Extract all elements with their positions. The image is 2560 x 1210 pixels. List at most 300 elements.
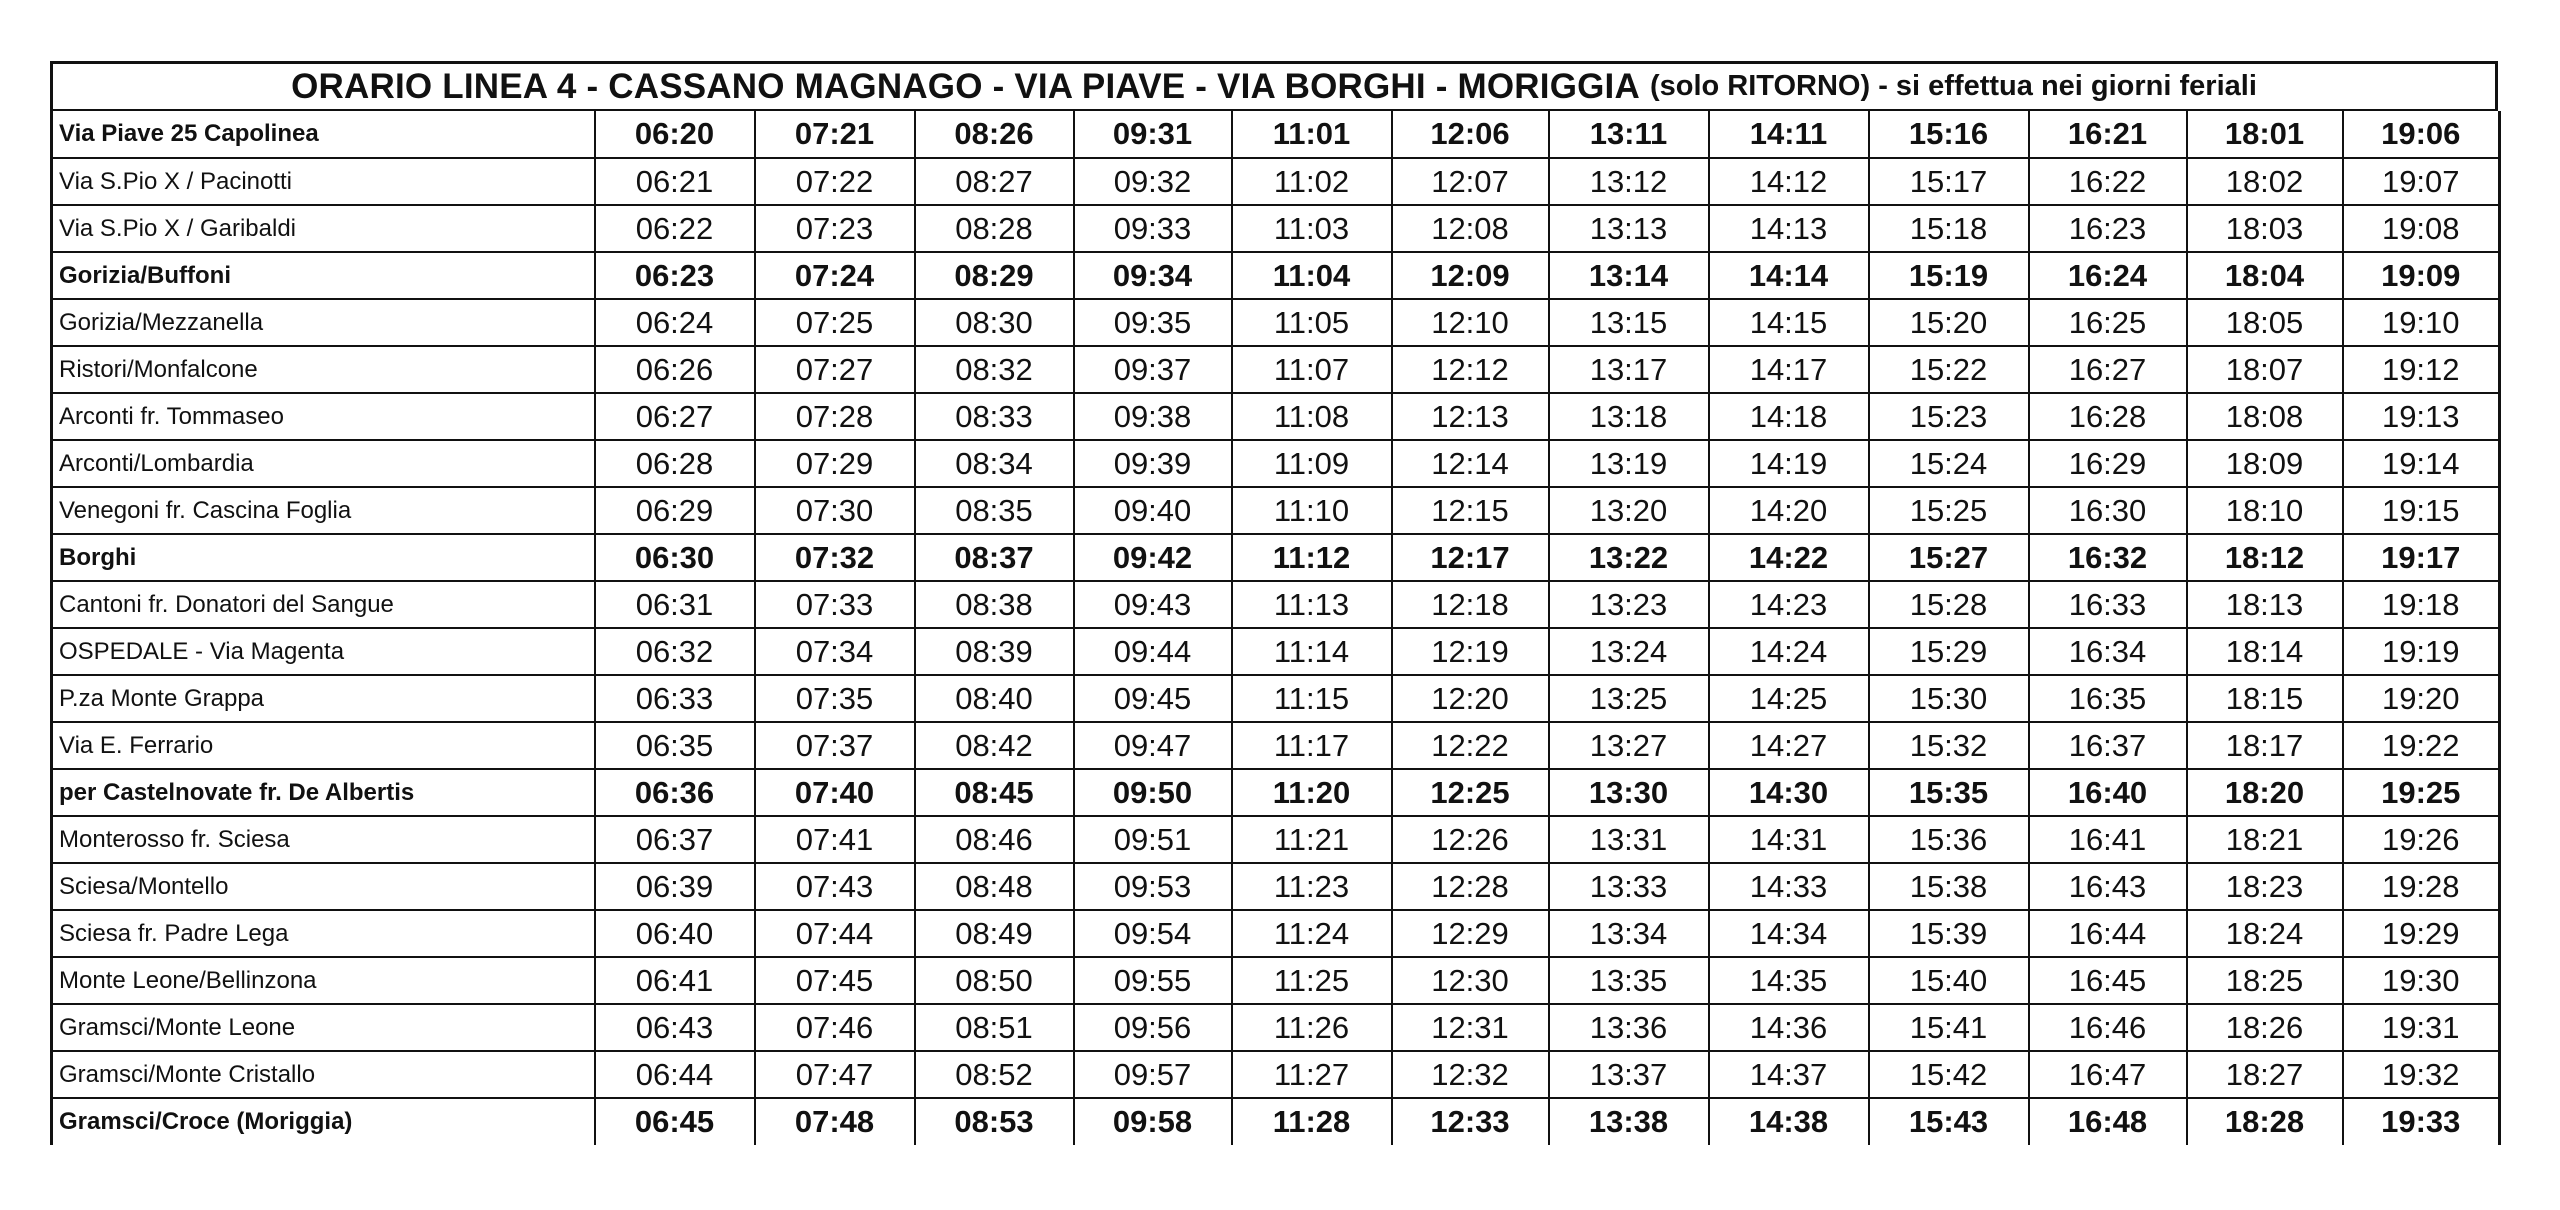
departure-time: 06:37 (595, 816, 755, 863)
departure-time: 07:45 (755, 957, 915, 1004)
departure-time: 09:44 (1074, 628, 1232, 675)
departure-time: 13:30 (1549, 769, 1709, 816)
stop-name: Gorizia/Mezzanella (52, 299, 595, 346)
departure-time: 09:51 (1074, 816, 1232, 863)
departure-time: 19:15 (2343, 487, 2500, 534)
departure-time: 12:08 (1392, 205, 1549, 252)
departure-time: 15:40 (1869, 957, 2029, 1004)
departure-time: 07:25 (755, 299, 915, 346)
departure-time: 09:53 (1074, 863, 1232, 910)
departure-time: 13:22 (1549, 534, 1709, 581)
departure-time: 14:36 (1709, 1004, 1869, 1051)
stop-name: Via Piave 25 Capolinea (52, 111, 595, 158)
stop-name: Via S.Pio X / Pacinotti (52, 158, 595, 205)
departure-time: 06:20 (595, 111, 755, 158)
departure-time: 08:27 (915, 158, 1074, 205)
departure-time: 13:20 (1549, 487, 1709, 534)
departure-time: 12:18 (1392, 581, 1549, 628)
departure-time: 16:24 (2029, 252, 2187, 299)
departure-time: 11:20 (1232, 769, 1392, 816)
departure-time: 07:28 (755, 393, 915, 440)
table-row (52, 393, 2500, 440)
departure-time: 11:08 (1232, 393, 1392, 440)
departure-time: 12:13 (1392, 393, 1549, 440)
departure-time: 15:19 (1869, 252, 2029, 299)
departure-time: 15:17 (1869, 158, 2029, 205)
departure-time: 12:15 (1392, 487, 1549, 534)
schedule-table (50, 111, 2501, 1145)
stop-name: Arconti fr. Tommaseo (52, 393, 595, 440)
departure-time: 11:12 (1232, 534, 1392, 581)
departure-time: 15:16 (1869, 111, 2029, 158)
departure-time: 13:38 (1549, 1098, 1709, 1145)
departure-time: 11:15 (1232, 675, 1392, 722)
table-row (52, 346, 2500, 393)
departure-time: 11:07 (1232, 346, 1392, 393)
departure-time: 15:27 (1869, 534, 2029, 581)
departure-time: 09:54 (1074, 910, 1232, 957)
departure-time: 08:42 (915, 722, 1074, 769)
departure-time: 18:08 (2187, 393, 2343, 440)
departure-time: 11:27 (1232, 1051, 1392, 1098)
departure-time: 13:11 (1549, 111, 1709, 158)
stop-name: OSPEDALE - Via Magenta (52, 628, 595, 675)
departure-time: 19:26 (2343, 816, 2500, 863)
departure-time: 06:28 (595, 440, 755, 487)
stop-name: Gramsci/Croce (Moriggia) (52, 1098, 595, 1145)
departure-time: 14:33 (1709, 863, 1869, 910)
departure-time: 13:13 (1549, 205, 1709, 252)
departure-time: 09:42 (1074, 534, 1232, 581)
departure-time: 14:24 (1709, 628, 1869, 675)
table-row (52, 675, 2500, 722)
departure-time: 16:22 (2029, 158, 2187, 205)
departure-time: 06:39 (595, 863, 755, 910)
departure-time: 07:22 (755, 158, 915, 205)
departure-time: 07:33 (755, 581, 915, 628)
departure-time: 18:20 (2187, 769, 2343, 816)
departure-time: 15:23 (1869, 393, 2029, 440)
departure-time: 06:44 (595, 1051, 755, 1098)
departure-time: 13:12 (1549, 158, 1709, 205)
departure-time: 16:45 (2029, 957, 2187, 1004)
departure-time: 16:21 (2029, 111, 2187, 158)
departure-time: 15:35 (1869, 769, 2029, 816)
departure-time: 15:38 (1869, 863, 2029, 910)
departure-time: 14:38 (1709, 1098, 1869, 1145)
departure-time: 14:22 (1709, 534, 1869, 581)
departure-time: 18:28 (2187, 1098, 2343, 1145)
departure-time: 11:04 (1232, 252, 1392, 299)
table-row (52, 158, 2500, 205)
departure-time: 12:20 (1392, 675, 1549, 722)
departure-time: 09:55 (1074, 957, 1232, 1004)
table-row (52, 1004, 2500, 1051)
departure-time: 07:34 (755, 628, 915, 675)
departure-time: 18:26 (2187, 1004, 2343, 1051)
stop-name: Monte Leone/Bellinzona (52, 957, 595, 1004)
departure-time: 16:37 (2029, 722, 2187, 769)
stop-name: per Castelnovate fr. De Albertis (52, 769, 595, 816)
departure-time: 11:10 (1232, 487, 1392, 534)
departure-time: 06:33 (595, 675, 755, 722)
departure-time: 07:40 (755, 769, 915, 816)
departure-time: 12:10 (1392, 299, 1549, 346)
departure-time: 12:30 (1392, 957, 1549, 1004)
departure-time: 06:31 (595, 581, 755, 628)
departure-time: 11:26 (1232, 1004, 1392, 1051)
title-main: ORARIO LINEA 4 - CASSANO MAGNAGO - VIA PIAVE - VIA BORGHI - MORIGGIA (291, 66, 1640, 106)
departure-time: 14:19 (1709, 440, 1869, 487)
departure-time: 09:39 (1074, 440, 1232, 487)
departure-time: 18:15 (2187, 675, 2343, 722)
departure-time: 06:43 (595, 1004, 755, 1051)
departure-time: 18:24 (2187, 910, 2343, 957)
departure-time: 12:09 (1392, 252, 1549, 299)
departure-time: 13:19 (1549, 440, 1709, 487)
departure-time: 19:22 (2343, 722, 2500, 769)
departure-time: 09:43 (1074, 581, 1232, 628)
departure-time: 19:07 (2343, 158, 2500, 205)
departure-time: 09:56 (1074, 1004, 1232, 1051)
departure-time: 12:06 (1392, 111, 1549, 158)
departure-time: 18:13 (2187, 581, 2343, 628)
stop-name: Cantoni fr. Donatori del Sangue (52, 581, 595, 628)
departure-time: 16:25 (2029, 299, 2187, 346)
departure-time: 14:35 (1709, 957, 1869, 1004)
departure-time: 06:40 (595, 910, 755, 957)
departure-time: 06:41 (595, 957, 755, 1004)
departure-time: 15:41 (1869, 1004, 2029, 1051)
table-row (52, 769, 2500, 816)
stop-name: Via S.Pio X / Garibaldi (52, 205, 595, 252)
departure-time: 19:28 (2343, 863, 2500, 910)
departure-time: 16:32 (2029, 534, 2187, 581)
departure-time: 16:48 (2029, 1098, 2187, 1145)
stop-name: Borghi (52, 534, 595, 581)
departure-time: 13:23 (1549, 581, 1709, 628)
table-row (52, 111, 2500, 158)
departure-time: 14:14 (1709, 252, 1869, 299)
departure-time: 11:21 (1232, 816, 1392, 863)
departure-time: 14:20 (1709, 487, 1869, 534)
departure-time: 09:31 (1074, 111, 1232, 158)
departure-time: 18:14 (2187, 628, 2343, 675)
departure-time: 08:40 (915, 675, 1074, 722)
table-row (52, 299, 2500, 346)
departure-time: 08:35 (915, 487, 1074, 534)
departure-time: 08:37 (915, 534, 1074, 581)
departure-time: 15:42 (1869, 1051, 2029, 1098)
departure-time: 07:29 (755, 440, 915, 487)
departure-time: 12:22 (1392, 722, 1549, 769)
departure-time: 12:25 (1392, 769, 1549, 816)
departure-time: 19:29 (2343, 910, 2500, 957)
departure-time: 14:25 (1709, 675, 1869, 722)
departure-time: 09:47 (1074, 722, 1232, 769)
stop-name: Ristori/Monfalcone (52, 346, 595, 393)
departure-time: 13:31 (1549, 816, 1709, 863)
table-row (52, 205, 2500, 252)
departure-time: 16:35 (2029, 675, 2187, 722)
departure-time: 09:34 (1074, 252, 1232, 299)
stop-name: P.za Monte Grappa (52, 675, 595, 722)
departure-time: 11:24 (1232, 910, 1392, 957)
departure-time: 11:23 (1232, 863, 1392, 910)
departure-time: 15:20 (1869, 299, 2029, 346)
departure-time: 16:33 (2029, 581, 2187, 628)
departure-time: 06:24 (595, 299, 755, 346)
departure-time: 08:39 (915, 628, 1074, 675)
departure-time: 06:27 (595, 393, 755, 440)
departure-time: 06:45 (595, 1098, 755, 1145)
departure-time: 09:58 (1074, 1098, 1232, 1145)
departure-time: 12:26 (1392, 816, 1549, 863)
table-row (52, 910, 2500, 957)
table-row (52, 487, 2500, 534)
table-row (52, 722, 2500, 769)
departure-time: 16:34 (2029, 628, 2187, 675)
departure-time: 06:32 (595, 628, 755, 675)
departure-time: 16:43 (2029, 863, 2187, 910)
stop-name: Via E. Ferrario (52, 722, 595, 769)
departure-time: 11:01 (1232, 111, 1392, 158)
departure-time: 19:33 (2343, 1098, 2500, 1145)
departure-time: 08:30 (915, 299, 1074, 346)
departure-time: 19:31 (2343, 1004, 2500, 1051)
departure-time: 19:25 (2343, 769, 2500, 816)
departure-time: 08:33 (915, 393, 1074, 440)
table-row (52, 628, 2500, 675)
table-row (52, 534, 2500, 581)
departure-time: 11:05 (1232, 299, 1392, 346)
departure-time: 09:38 (1074, 393, 1232, 440)
departure-time: 07:27 (755, 346, 915, 393)
departure-time: 07:47 (755, 1051, 915, 1098)
table-row (52, 252, 2500, 299)
departure-time: 08:45 (915, 769, 1074, 816)
departure-time: 09:32 (1074, 158, 1232, 205)
timetable-sheet (50, 61, 2498, 1145)
departure-time: 15:22 (1869, 346, 2029, 393)
table-row (52, 1098, 2500, 1145)
departure-time: 13:25 (1549, 675, 1709, 722)
departure-time: 08:28 (915, 205, 1074, 252)
departure-time: 09:40 (1074, 487, 1232, 534)
departure-time: 15:36 (1869, 816, 2029, 863)
title-note: (solo RITORNO) - si effettua nei giorni feriali (1649, 70, 2257, 102)
departure-time: 18:23 (2187, 863, 2343, 910)
departure-time: 12:28 (1392, 863, 1549, 910)
departure-time: 15:25 (1869, 487, 2029, 534)
departure-time: 16:44 (2029, 910, 2187, 957)
departure-time: 08:32 (915, 346, 1074, 393)
departure-time: 19:32 (2343, 1051, 2500, 1098)
departure-time: 06:36 (595, 769, 755, 816)
departure-time: 08:49 (915, 910, 1074, 957)
departure-time: 18:05 (2187, 299, 2343, 346)
table-row (52, 816, 2500, 863)
departure-time: 06:26 (595, 346, 755, 393)
departure-time: 07:46 (755, 1004, 915, 1051)
departure-time: 18:27 (2187, 1051, 2343, 1098)
stop-name: Arconti/Lombardia (52, 440, 595, 487)
departure-time: 14:31 (1709, 816, 1869, 863)
stop-name: Sciesa fr. Padre Lega (52, 910, 595, 957)
departure-time: 11:28 (1232, 1098, 1392, 1145)
departure-time: 14:27 (1709, 722, 1869, 769)
departure-time: 06:21 (595, 158, 755, 205)
departure-time: 12:14 (1392, 440, 1549, 487)
departure-time: 07:37 (755, 722, 915, 769)
departure-time: 19:06 (2343, 111, 2500, 158)
departure-time: 14:30 (1709, 769, 1869, 816)
departure-time: 09:50 (1074, 769, 1232, 816)
departure-time: 16:41 (2029, 816, 2187, 863)
stop-name: Gramsci/Monte Cristallo (52, 1051, 595, 1098)
departure-time: 09:37 (1074, 346, 1232, 393)
departure-time: 07:32 (755, 534, 915, 581)
departure-time: 19:08 (2343, 205, 2500, 252)
departure-time: 11:17 (1232, 722, 1392, 769)
departure-time: 08:26 (915, 111, 1074, 158)
departure-time: 07:21 (755, 111, 915, 158)
departure-time: 13:24 (1549, 628, 1709, 675)
stop-name: Venegoni fr. Cascina Foglia (52, 487, 595, 534)
departure-time: 13:33 (1549, 863, 1709, 910)
departure-time: 19:09 (2343, 252, 2500, 299)
table-row (52, 440, 2500, 487)
stop-name: Sciesa/Montello (52, 863, 595, 910)
departure-time: 13:35 (1549, 957, 1709, 1004)
departure-time: 18:04 (2187, 252, 2343, 299)
departure-time: 14:17 (1709, 346, 1869, 393)
departure-time: 11:09 (1232, 440, 1392, 487)
departure-time: 12:17 (1392, 534, 1549, 581)
departure-time: 13:15 (1549, 299, 1709, 346)
departure-time: 12:19 (1392, 628, 1549, 675)
departure-time: 18:01 (2187, 111, 2343, 158)
table-row (52, 1051, 2500, 1098)
stop-name: Gramsci/Monte Leone (52, 1004, 595, 1051)
departure-time: 18:10 (2187, 487, 2343, 534)
departure-time: 12:29 (1392, 910, 1549, 957)
table-row (52, 581, 2500, 628)
departure-time: 14:13 (1709, 205, 1869, 252)
departure-time: 18:03 (2187, 205, 2343, 252)
departure-time: 07:30 (755, 487, 915, 534)
departure-time: 16:30 (2029, 487, 2187, 534)
departure-time: 18:17 (2187, 722, 2343, 769)
departure-time: 15:29 (1869, 628, 2029, 675)
departure-time: 12:33 (1392, 1098, 1549, 1145)
departure-time: 08:29 (915, 252, 1074, 299)
departure-time: 19:17 (2343, 534, 2500, 581)
departure-time: 15:18 (1869, 205, 2029, 252)
departure-time: 09:45 (1074, 675, 1232, 722)
departure-time: 13:37 (1549, 1051, 1709, 1098)
departure-time: 15:30 (1869, 675, 2029, 722)
stop-name: Gorizia/Buffoni (52, 252, 595, 299)
departure-time: 15:39 (1869, 910, 2029, 957)
departure-time: 15:28 (1869, 581, 2029, 628)
timetable-title (50, 61, 2498, 111)
departure-time: 16:23 (2029, 205, 2187, 252)
departure-time: 14:23 (1709, 581, 1869, 628)
departure-time: 13:34 (1549, 910, 1709, 957)
departure-time: 19:12 (2343, 346, 2500, 393)
departure-time: 06:29 (595, 487, 755, 534)
departure-time: 14:15 (1709, 299, 1869, 346)
departure-time: 07:44 (755, 910, 915, 957)
departure-time: 18:25 (2187, 957, 2343, 1004)
departure-time: 09:57 (1074, 1051, 1232, 1098)
departure-time: 07:35 (755, 675, 915, 722)
departure-time: 16:28 (2029, 393, 2187, 440)
departure-time: 11:14 (1232, 628, 1392, 675)
departure-time: 12:07 (1392, 158, 1549, 205)
departure-time: 19:19 (2343, 628, 2500, 675)
departure-time: 14:37 (1709, 1051, 1869, 1098)
departure-time: 19:18 (2343, 581, 2500, 628)
departure-time: 13:14 (1549, 252, 1709, 299)
departure-time: 07:23 (755, 205, 915, 252)
departure-time: 08:52 (915, 1051, 1074, 1098)
departure-time: 13:18 (1549, 393, 1709, 440)
departure-time: 15:32 (1869, 722, 2029, 769)
departure-time: 13:36 (1549, 1004, 1709, 1051)
departure-time: 19:10 (2343, 299, 2500, 346)
departure-time: 06:30 (595, 534, 755, 581)
departure-time: 16:27 (2029, 346, 2187, 393)
schedule-body (52, 111, 2500, 1145)
departure-time: 19:30 (2343, 957, 2500, 1004)
departure-time: 13:27 (1549, 722, 1709, 769)
departure-time: 19:14 (2343, 440, 2500, 487)
departure-time: 14:12 (1709, 158, 1869, 205)
departure-time: 07:24 (755, 252, 915, 299)
table-row (52, 863, 2500, 910)
departure-time: 07:41 (755, 816, 915, 863)
departure-time: 11:13 (1232, 581, 1392, 628)
departure-time: 12:32 (1392, 1051, 1549, 1098)
departure-time: 08:51 (915, 1004, 1074, 1051)
departure-time: 16:47 (2029, 1051, 2187, 1098)
table-row (52, 957, 2500, 1004)
departure-time: 09:35 (1074, 299, 1232, 346)
departure-time: 16:29 (2029, 440, 2187, 487)
departure-time: 08:53 (915, 1098, 1074, 1145)
departure-time: 12:12 (1392, 346, 1549, 393)
departure-time: 18:09 (2187, 440, 2343, 487)
departure-time: 06:23 (595, 252, 755, 299)
departure-time: 18:21 (2187, 816, 2343, 863)
departure-time: 15:43 (1869, 1098, 2029, 1145)
departure-time: 19:13 (2343, 393, 2500, 440)
departure-time: 08:46 (915, 816, 1074, 863)
departure-time: 09:33 (1074, 205, 1232, 252)
departure-time: 11:02 (1232, 158, 1392, 205)
departure-time: 11:03 (1232, 205, 1392, 252)
departure-time: 06:22 (595, 205, 755, 252)
stop-name: Monterosso fr. Sciesa (52, 816, 595, 863)
departure-time: 08:34 (915, 440, 1074, 487)
departure-time: 18:02 (2187, 158, 2343, 205)
departure-time: 07:43 (755, 863, 915, 910)
departure-time: 16:46 (2029, 1004, 2187, 1051)
departure-time: 14:11 (1709, 111, 1869, 158)
departure-time: 14:34 (1709, 910, 1869, 957)
